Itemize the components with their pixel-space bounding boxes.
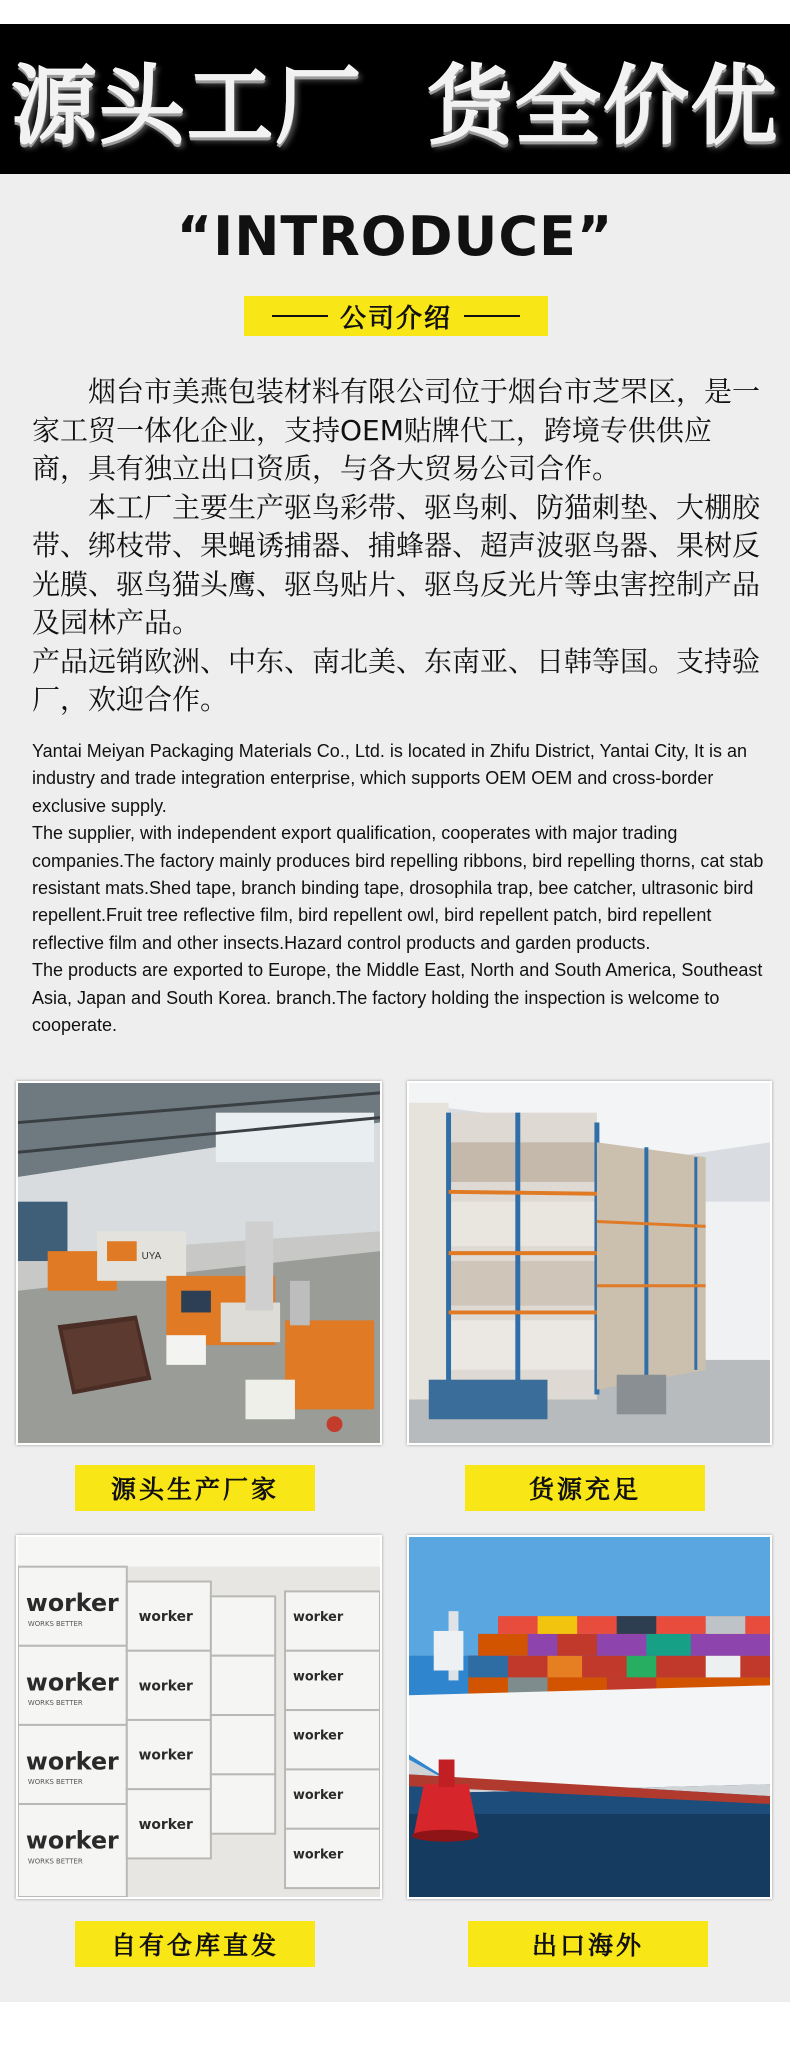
chinese-description — [32, 373, 762, 720]
factory-floor-photo — [16, 1081, 382, 1445]
box-brand-8: worker — [138, 1816, 193, 1833]
box-brand-11: worker — [292, 1728, 344, 1744]
chinese-paragraph-3: 产品远销欧洲、中东、南北美、东南亚、日韩等国。支持验厂，欢迎合作。 — [32, 644, 761, 716]
box-brand-4: worker — [25, 1826, 119, 1855]
box-brand-3: worker — [25, 1747, 119, 1776]
box-slogan-1: WORKS BETTER — [27, 1620, 83, 1629]
introduce-heading: “INTRODUCE” — [176, 205, 614, 268]
warehouse-label: 自有仓库直发 — [75, 1921, 315, 1967]
warehouse-racks-photo — [407, 1081, 772, 1445]
box-brand-1: worker — [25, 1589, 119, 1618]
company-intro-tag — [244, 296, 548, 336]
tag-right-rule — [464, 315, 520, 317]
box-brand-10: worker — [292, 1669, 344, 1685]
box-brand-2: worker — [25, 1668, 119, 1697]
box-brand-12: worker — [292, 1788, 344, 1804]
english-description — [32, 738, 772, 1039]
english-paragraph-1: Yantai Meiyan Packaging Materials Co., Ltd. is located in Zhifu District, Yantai City, It is an industry and trade integration enterprise, which supports OEM OEM and cross-border exclusive supply. — [32, 741, 747, 816]
banner-title: 源头工厂 货全价优 — [11, 57, 779, 157]
box-brand-7: worker — [138, 1747, 193, 1764]
english-paragraph-3: The products are exported to Europe, the Middle East, North and South America, Southeast Asia, Japan and South Korea. branch.The factory holding the inspection is welcome to cooperate. — [32, 960, 763, 1036]
box-brand-6: worker — [138, 1678, 193, 1695]
factory-label: 源头生产厂家 — [75, 1465, 315, 1511]
top-banner — [0, 24, 790, 174]
box-slogan-4: WORKS BETTER — [27, 1857, 83, 1866]
box-slogan-2: WORKS BETTER — [27, 1699, 83, 1708]
box-brand-5: worker — [138, 1609, 193, 1626]
box-brand-9: worker — [292, 1610, 344, 1626]
boxes-warehouse-photo — [16, 1535, 382, 1899]
english-paragraph-2: The supplier, with independent export qualification, cooperates with major trading companies.The factory mainly produces bird repelling ribbons, bird repelling thorns, cat stab resistant mats.Shed tape, branch binding tape, drosophila trap, bee catcher, ultrasonic bird repellent.Fruit tree reflective film, bird repellent owl, bird repellent patch, bird repellent reflective film and other insects.Hazard control products and garden products. — [32, 823, 764, 953]
export-label: 出口海外 — [468, 1921, 708, 1967]
stock-label: 货源充足 — [465, 1465, 705, 1511]
machine-brand-text: UYA — [141, 1251, 162, 1263]
box-slogan-3: WORKS BETTER — [27, 1778, 83, 1787]
tag-left-rule — [272, 315, 328, 317]
chinese-paragraph-2: 本工厂主要生产驱鸟彩带、驱鸟刺、防猫刺垫、大棚胶带、绑枝带、果蝇诱捕器、捕蜂器、超声波驱鸟器、果树反光膜、驱鸟猫头鹰、驱鸟贴片、驱鸟反光片等虫害控制产品及园林产品。 — [32, 490, 761, 639]
chinese-paragraph-1: 烟台市美燕包装材料有限公司位于烟台市芝罘区，是一家工贸一体化企业，支持OEM贴牌代工，跨境专供供应商，具有独立出口资质，与各大贸易公司合作。 — [32, 375, 761, 485]
container-ship-photo — [407, 1535, 772, 1899]
company-intro-tag-text: 公司介绍 — [339, 303, 452, 334]
box-brand-13: worker — [292, 1847, 344, 1863]
